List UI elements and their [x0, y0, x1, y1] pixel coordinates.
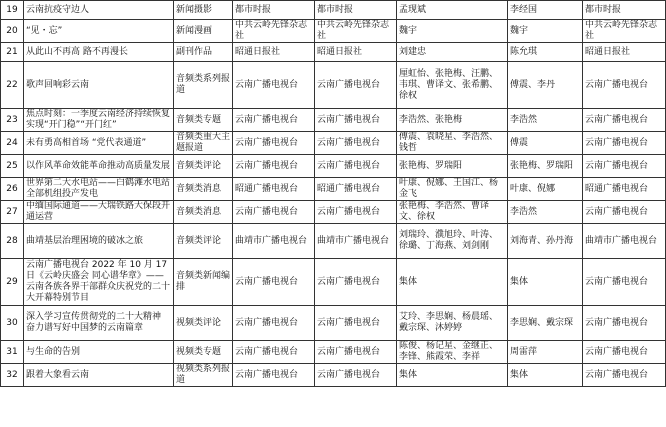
authors: 集体 [397, 364, 508, 387]
entry-unit: 曲靖市广播电视台 [233, 224, 315, 259]
authors: 艾玲、李思娴、杨晨瑶、戴宗琛、沐婷婷 [397, 306, 508, 341]
publishing-unit: 昭通广播电视台 [583, 178, 666, 201]
authors: 傅震、袁晓星、李浩然、钱哲 [397, 132, 508, 155]
work-genre: 视频类评论 [174, 306, 233, 341]
table-row [1, 259, 666, 306]
row-number: 22 [1, 62, 24, 109]
publishing-unit: 云南广播电视台 [583, 109, 666, 132]
work-title: 歌声回响彩云南 [24, 62, 174, 109]
work-title: 中缅国际通道——大瑞铁路大保段开通运营 [24, 201, 174, 224]
authors: 魏宇 [397, 20, 508, 43]
row-number: 21 [1, 43, 24, 62]
work-title: 云南广播电视台 2022 年 10 月 17 日《云岭庆盛会 同心谱华章》——云南各族各界干部群众庆祝党的二十大开幕特别节目 [24, 259, 174, 306]
work-genre: 音频类重大主题报道 [174, 132, 233, 155]
editors: 集体 [508, 259, 583, 306]
work-title: “见・忘” [24, 20, 174, 43]
table-row [1, 224, 666, 259]
work-title: 焦点时刻：一季度云南经济持续恢复 实现“开门稳”“开门红” [24, 109, 174, 132]
table-row [1, 364, 666, 387]
row-number: 19 [1, 1, 24, 20]
authors: 陈俊、杨记星、金继正、李锋、熊霞荣、李祥 [397, 341, 508, 364]
work-genre: 视频类专题 [174, 341, 233, 364]
row-number: 28 [1, 224, 24, 259]
entry-unit: 云南广播电视台 [233, 155, 315, 178]
entry-unit: 云南广播电视台 [233, 62, 315, 109]
authors: 叶康、倪娜、王国江、杨金飞 [397, 178, 508, 201]
work-title: 云南抗疫守边人 [24, 1, 174, 20]
publishing-unit: 昭通日报社 [583, 43, 666, 62]
entry-unit: 云南广播电视台 [233, 132, 315, 155]
work-genre: 音频类系列报道 [174, 62, 233, 109]
work-genre: 音频类评论 [174, 155, 233, 178]
authors: 李浩然、张艳梅 [397, 109, 508, 132]
editors: 周雷萍 [508, 341, 583, 364]
publishing-unit: 云南广播电视台 [583, 364, 666, 387]
row-number: 25 [1, 155, 24, 178]
entry-unit: 中共云岭先锋杂志社 [233, 20, 315, 43]
media-outlet: 云南广播电视台 [315, 341, 397, 364]
work-genre: 音频类评论 [174, 224, 233, 259]
publishing-unit: 云南广播电视台 [583, 259, 666, 306]
work-genre: 新闻摄影 [174, 1, 233, 20]
media-outlet: 都市时报 [315, 1, 397, 20]
editors: 刘海青、孙丹海 [508, 224, 583, 259]
work-title: 世界第二大水电站——白鹤滩水电站全部机组投产发电 [24, 178, 174, 201]
publishing-unit: 云南广播电视台 [583, 341, 666, 364]
editors: 集体 [508, 364, 583, 387]
editors: 傅震、李丹 [508, 62, 583, 109]
publishing-unit: 云南广播电视台 [583, 155, 666, 178]
editors: 李浩然 [508, 109, 583, 132]
authors: 集体 [397, 259, 508, 306]
work-title: 以作风革命效能革命推动高质量发展 [24, 155, 174, 178]
work-title: 曲靖基层治理困境的破冰之旅 [24, 224, 174, 259]
entry-unit: 云南广播电视台 [233, 109, 315, 132]
media-outlet: 中共云岭先锋杂志社 [315, 20, 397, 43]
media-outlet: 云南广播电视台 [315, 109, 397, 132]
publishing-unit: 都市时报 [583, 1, 666, 20]
row-number: 31 [1, 341, 24, 364]
media-outlet: 云南广播电视台 [315, 155, 397, 178]
media-outlet: 云南广播电视台 [315, 201, 397, 224]
media-outlet: 曲靖市广播电视台 [315, 224, 397, 259]
work-genre: 副刊作品 [174, 43, 233, 62]
row-number: 24 [1, 132, 24, 155]
media-outlet: 云南广播电视台 [315, 364, 397, 387]
entry-unit: 云南广播电视台 [233, 364, 315, 387]
table-row [1, 178, 666, 201]
media-outlet: 云南广播电视台 [315, 259, 397, 306]
work-genre: 音频类专题 [174, 109, 233, 132]
authors: 张艳梅、李浩然、曹译文、徐权 [397, 201, 508, 224]
work-genre: 视频类系列报道 [174, 364, 233, 387]
publishing-unit: 云南广播电视台 [583, 132, 666, 155]
table-row [1, 62, 666, 109]
table-row [1, 43, 666, 62]
table-row [1, 155, 666, 178]
editors: 李经国 [508, 1, 583, 20]
editors: 叶康、倪娜 [508, 178, 583, 201]
work-title: 跟着大象看云南 [24, 364, 174, 387]
media-outlet: 昭通日报社 [315, 43, 397, 62]
work-title: 未有勇高相首场 “党代表通道” [24, 132, 174, 155]
publishing-unit: 中共云岭先锋杂志社 [583, 20, 666, 43]
media-outlet: 云南广播电视台 [315, 306, 397, 341]
publishing-unit: 云南广播电视台 [583, 201, 666, 224]
media-outlet: 昭通广播电视台 [315, 178, 397, 201]
work-genre: 新闻漫画 [174, 20, 233, 43]
editors: 魏宇 [508, 20, 583, 43]
editors: 李思娴、戴宗琛 [508, 306, 583, 341]
work-genre: 音频类消息 [174, 201, 233, 224]
authors: 张艳梅、罗瑞阳 [397, 155, 508, 178]
row-number: 23 [1, 109, 24, 132]
media-outlet: 云南广播电视台 [315, 132, 397, 155]
editors: 傅震 [508, 132, 583, 155]
entry-unit: 云南广播电视台 [233, 306, 315, 341]
row-number: 32 [1, 364, 24, 387]
row-number: 26 [1, 178, 24, 201]
row-number: 27 [1, 201, 24, 224]
work-title: 与生命的告别 [24, 341, 174, 364]
authors: 厘虹怡、张艳梅、汪鹏、韦琪、曹译文、张希鹏、徐权 [397, 62, 508, 109]
authors: 刘建忠 [397, 43, 508, 62]
work-title: 深入学习宣传贯彻党的二十大精神 奋力谱写好中国梦的云南篇章 [24, 306, 174, 341]
authors: 刘瑞玲、濮旭玲、叶涛、徐璐、丁海燕、刘剑刚 [397, 224, 508, 259]
table-row [1, 341, 666, 364]
editors: 张艳梅、罗瑞阳 [508, 155, 583, 178]
table-row [1, 201, 666, 224]
table-row [1, 1, 666, 20]
work-title: 从此山不再高 路不再漫长 [24, 43, 174, 62]
work-genre: 音频类新闻编排 [174, 259, 233, 306]
entry-unit: 昭通广播电视台 [233, 178, 315, 201]
entry-unit: 云南广播电视台 [233, 201, 315, 224]
publishing-unit: 云南广播电视台 [583, 62, 666, 109]
publishing-unit: 云南广播电视台 [583, 306, 666, 341]
media-outlet: 云南广播电视台 [315, 62, 397, 109]
table-row [1, 20, 666, 43]
row-number: 20 [1, 20, 24, 43]
entry-unit: 云南广播电视台 [233, 259, 315, 306]
table-row [1, 306, 666, 341]
row-number: 29 [1, 259, 24, 306]
table-row [1, 109, 666, 132]
editors: 李浩然 [508, 201, 583, 224]
row-number: 30 [1, 306, 24, 341]
entry-unit: 昭通日报社 [233, 43, 315, 62]
editors: 陈允琪 [508, 43, 583, 62]
entry-unit: 云南广播电视台 [233, 341, 315, 364]
table-row [1, 132, 666, 155]
authors: 孟现斌 [397, 1, 508, 20]
work-genre: 音频类消息 [174, 178, 233, 201]
publishing-unit: 曲靖市广播电视台 [583, 224, 666, 259]
entry-unit: 都市时报 [233, 1, 315, 20]
